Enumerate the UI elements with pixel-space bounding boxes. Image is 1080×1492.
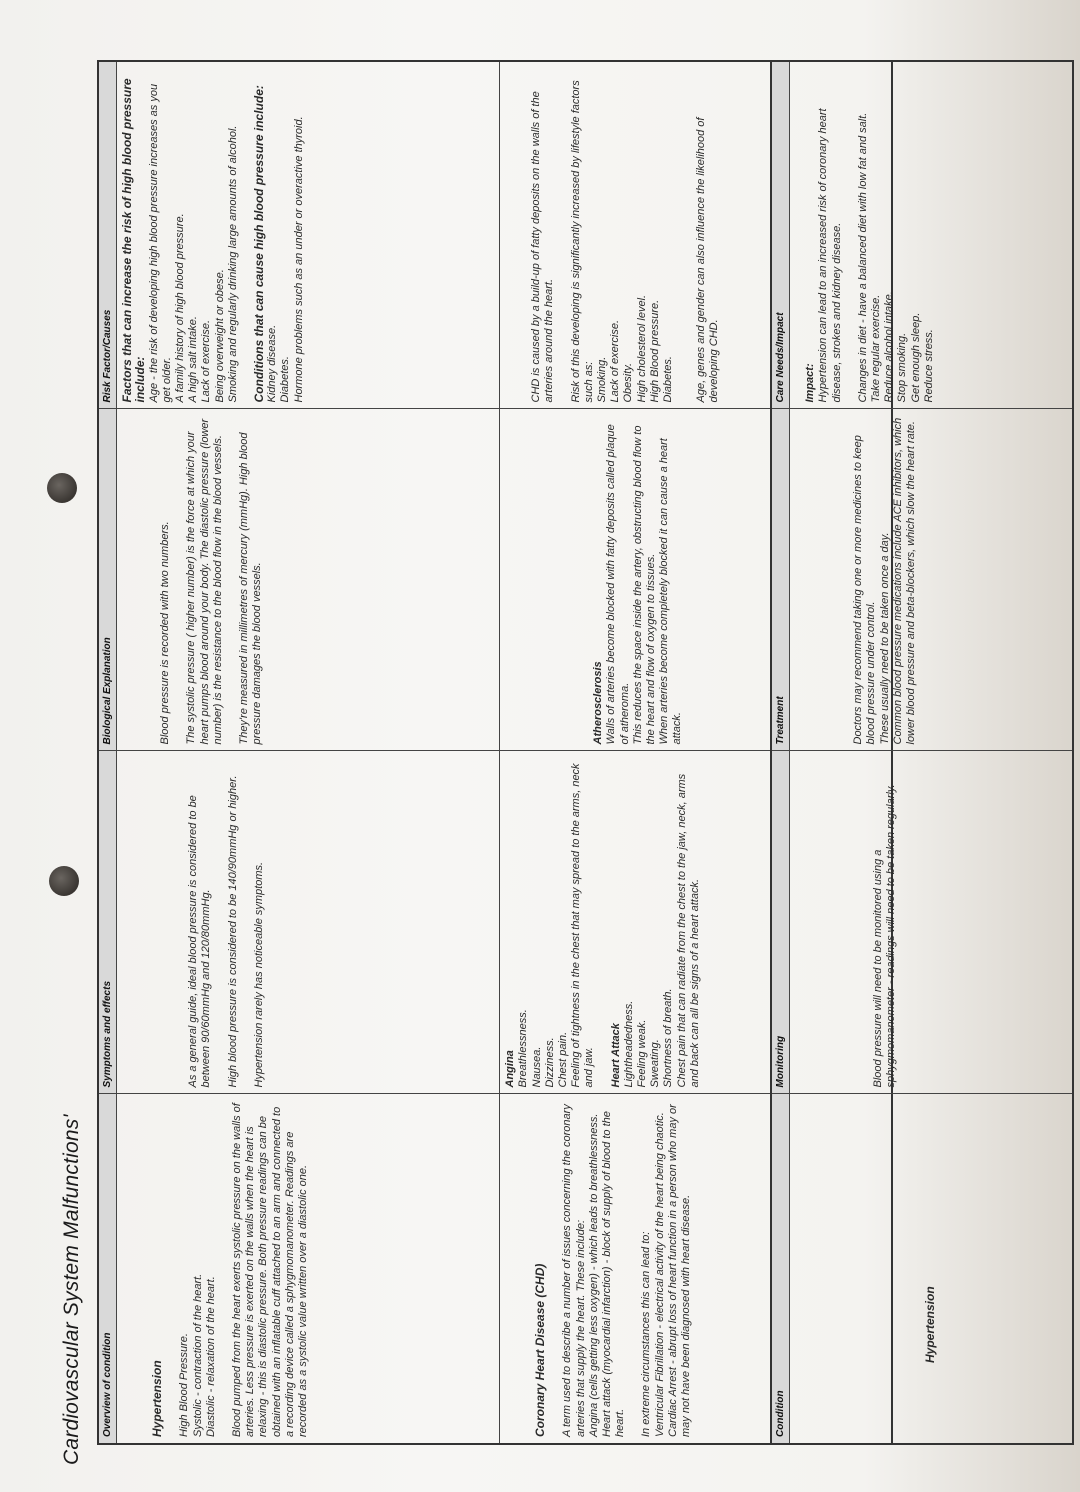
cell-symptoms: Angina Breathlessness. Nausea. Dizziness. Chest pain. Feeling of tightness in the chest that may spread to the arms, neck and jaw. Heart Attack Lightheadedness. Feeling weak. Sweating. Shortness of breath. Chest pain that can radiate from the chest to the jaw, neck, arms and back can all be signs of a heart attack. (500, 751, 893, 1094)
header-treatment: Treatment (771, 409, 790, 751)
care-table (770, 60, 1074, 1445)
cell-condition (790, 1094, 1074, 1444)
cell-monitoring: Blood pressure will need to be monitored using a sphygmomanometer - readings will need to be taken regularly. (790, 751, 1074, 1094)
cell-symptoms: As a general guide, ideal blood pressure is considered to be between 90/60mmHg and 120/80mmHg. High blood pressure is considered to be 140/90mmHg or higher. Hypertension rarely has noticeable symptoms. (117, 751, 500, 1094)
cell-biological: Blood pressure is recorded with two numbers. The systolic pressure ( higher number) is the force at which your heart pumps blood around your body. The diastolic pressure (lower number) is the resistance to the blood flow in the blood vessels. They're measured in millimetres of mercury (mmHg). High blood pressure damages the blood vessels. (117, 409, 500, 751)
header-symptoms: Symptoms and effects (98, 751, 117, 1094)
cell-biological: Atherosclerosis Walls of arteries become blocked with fatty deposits called plaque of atheroma. This reduces the space inside the artery, obstructing blood flow to the heart and flow of oxygen to tissues. When arteries become completely blocked it can cause a heart attack. (500, 409, 893, 751)
header-overview: Overview of condition (98, 1094, 117, 1444)
header-care-needs: Care Needs/Impact (771, 61, 790, 409)
cell-risk: Factors that can increase the risk of high blood pressure include: Age - the risk of developing high blood pressure increases as you get older. A family history of high blood pressure. A high salt intake. Lack of exercise. Being overweight or obese. Smoking and regularly drinking large amounts of alcohol. Conditions that can cause high blood pressure include: Kidney disease. Diabetes. Hormone problems such as an under or overactive thyroid. (117, 61, 500, 409)
table-row-hypertension (117, 61, 500, 1444)
table-header-row (771, 61, 790, 1444)
cell-treatment: Doctors may recommend taking one or more medicines to keep blood pressure under control. These usually need to be taken once a day. Common blood pressure medications include ACE inhibitors, which lower blood pressure and beta-blockers, which slow the heart rate. (790, 409, 1074, 751)
header-biological: Biological Explanation (98, 409, 117, 751)
page-title: Cardiovascular System Malfunctions' (60, 1114, 83, 1465)
cell-overview: Coronary Heart Disease (CHD) A term used to describe a number of issues concerning the coronary arteries that supply the heart. These include: Angina (cells getting less oxygen) - which leads to breathlessness. Heart attack (myocardial infarction) - block of supply of blood to the heart. In extreme circumstances this can lead to: Ventricular Fibrillation - electrical activity of the heart being chaotic. Cardiac Arrest - abrupt loss of heart function in a person who may or may not have been diagnosed with heart disease. (500, 1094, 893, 1444)
condition-name: Hypertension (923, 1286, 938, 1363)
header-risk: Risk Factor/Causes (98, 61, 117, 409)
header-condition: Condition (771, 1094, 790, 1444)
cell-risk: CHD is caused by a build-up of fatty deposits on the walls of the arteries around the heart. Risk of this developing is significantly increased by lifestyle factors such as: Smoking. Lack of exercise. Obesity. High cholesterol level. High Blood pressure. Diabetes. Age, genes and gender can also influence the likelihood of developing CHD. (500, 61, 893, 409)
table-row-hypertension (790, 61, 1074, 1444)
header-monitoring: Monitoring (771, 751, 790, 1094)
condition-name: Coronary Heart Disease (CHD) (533, 1263, 548, 1437)
cell-care-needs: Impact: Hypertension can lead to an increased risk of coronary heart disease, strokes and kidney disease. Changes in diet - have a balanced diet with low fat and salt. Take regular exercise. Reduce alcohol intake. Stop smoking. Get enough sleep. Reduce stress. (790, 61, 1074, 409)
cell-overview: Hypertension High Blood Pressure. Systolic - contraction of the heart. Diastolic - relaxation of the heart. Blood pumped from the heart exerts systolic pressure on the walls of arteries. Less pressure is exerted on the walls when the heart is relaxing - this is diastolic pressure. Both pressure readings can be obtained with an inflatable cuff attached to an arm and connected to a recording device called a sphygmomanometer. Readings are recorded as a systolic value written over a diastolic one. (117, 1094, 500, 1444)
condition-name: Hypertension (150, 1360, 165, 1437)
table-header-row (98, 61, 117, 1444)
